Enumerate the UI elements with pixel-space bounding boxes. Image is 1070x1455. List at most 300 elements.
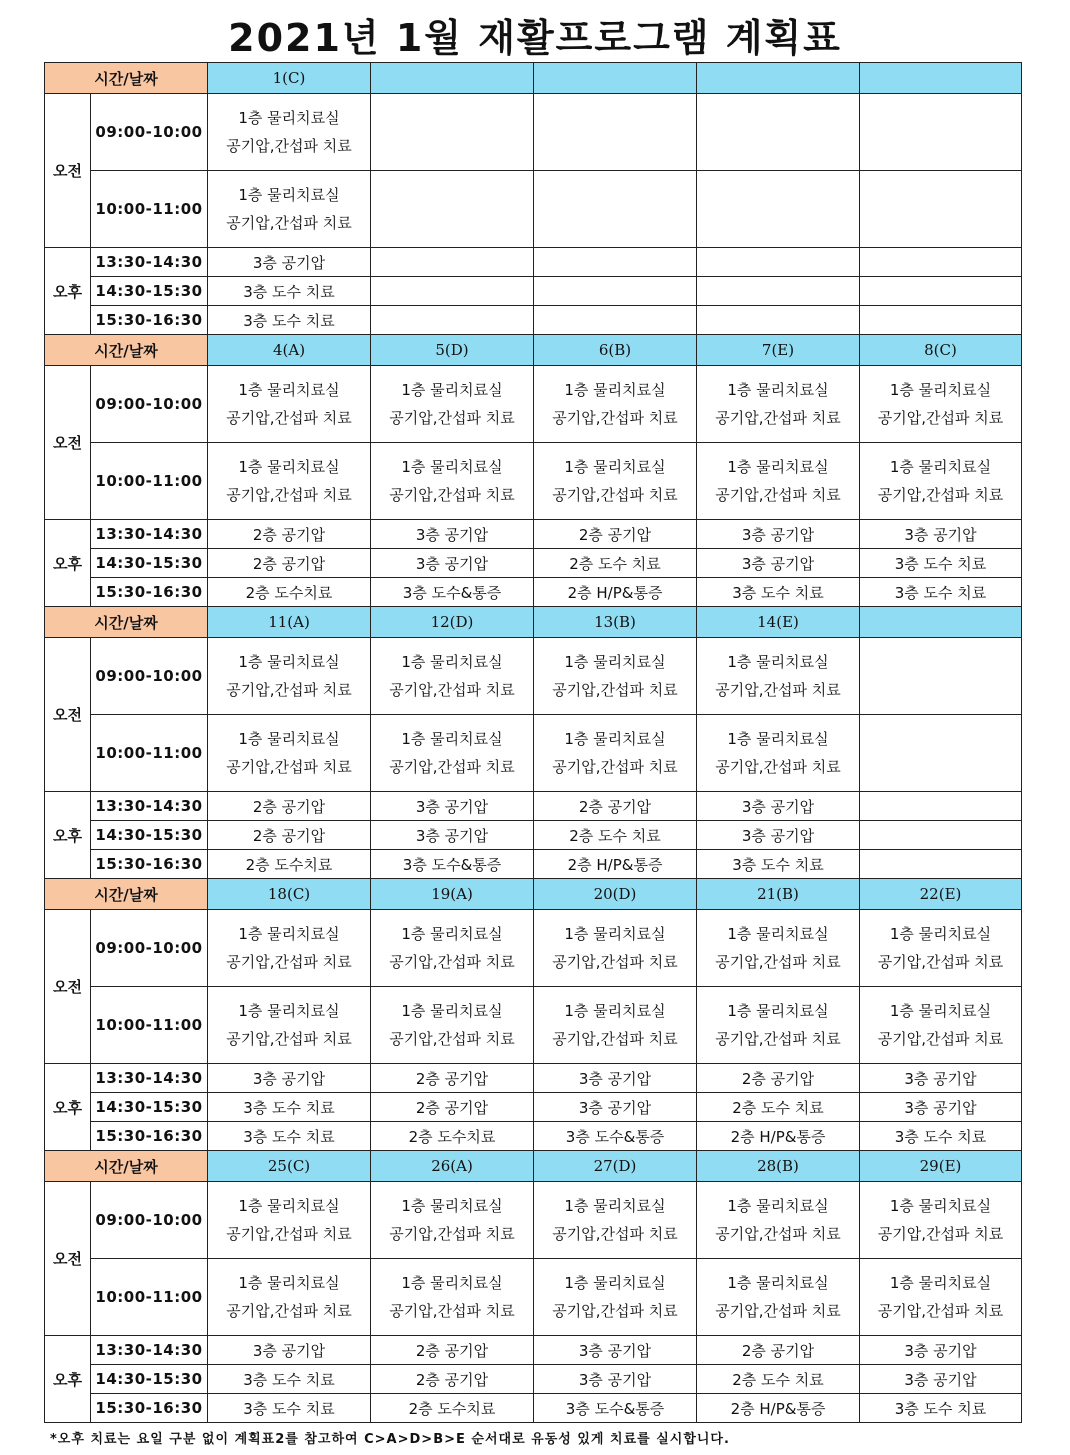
cell-treatment: 공기압,간섭파 치료	[552, 1030, 678, 1048]
schedule-cell	[860, 171, 1022, 248]
schedule-cell	[534, 1182, 697, 1259]
cell-location: 1층 물리치료실	[238, 458, 340, 476]
cell-treatment: 공기압,간섭파 치료	[715, 758, 841, 776]
date-header	[860, 607, 1022, 638]
time-slot: 10:00-11:00	[91, 443, 208, 520]
schedule-cell: 3층 도수 치료	[860, 1122, 1022, 1151]
schedule-cell	[860, 821, 1022, 850]
cell-treatment: 공기압,간섭파 치료	[226, 1225, 352, 1243]
cell-treatment: 공기압,간섭파 치료	[552, 1302, 678, 1320]
schedule-cell: 2층 공기압	[534, 520, 697, 549]
date-header: 18(C)	[208, 879, 371, 910]
cell-location: 1층 물리치료실	[238, 381, 340, 399]
pm-row	[45, 277, 1022, 306]
time-slot: 13:30-14:30	[91, 520, 208, 549]
schedule-cell	[697, 1259, 860, 1336]
date-header: 1(C)	[208, 63, 371, 94]
schedule-cell: 3층 공기압	[534, 1093, 697, 1122]
schedule-cell	[860, 94, 1022, 171]
schedule-cell: 3층 도수 치료	[208, 1365, 371, 1394]
cell-location: 1층 물리치료실	[889, 925, 992, 943]
cell-location: 1층 물리치료실	[564, 1274, 666, 1292]
cell-treatment: 공기압,간섭파 치료	[552, 486, 678, 504]
date-header: 22(E)	[860, 879, 1022, 910]
date-header: 14(E)	[697, 607, 860, 638]
cell-location: 1층 물리치료실	[238, 653, 340, 671]
period-pm-label: 오후	[45, 1064, 91, 1151]
schedule-cell: 3층 공기압	[860, 1093, 1022, 1122]
schedule-cell	[860, 1259, 1022, 1336]
am-row	[45, 443, 1022, 520]
cell-treatment: 공기압,간섭파 치료	[552, 953, 678, 971]
cell-treatment: 공기압,간섭파 치료	[389, 681, 515, 699]
pm-row	[45, 792, 1022, 821]
cell-location: 1층 물리치료실	[564, 381, 666, 399]
schedule-cell	[534, 638, 697, 715]
pm-row	[45, 549, 1022, 578]
schedule-cell	[534, 277, 697, 306]
schedule-cell: 3층 공기압	[697, 520, 860, 549]
date-header: 6(B)	[534, 335, 697, 366]
schedule-cell	[371, 94, 534, 171]
cell-treatment: 공기압,간섭파 치료	[552, 681, 678, 699]
week-header-row	[45, 879, 1022, 910]
cell-treatment: 공기압,간섭파 치료	[389, 1225, 515, 1243]
cell-treatment: 공기압,간섭파 치료	[226, 214, 352, 232]
date-header: 21(B)	[697, 879, 860, 910]
cell-location: 1층 물리치료실	[401, 1274, 503, 1292]
date-header: 20(D)	[534, 879, 697, 910]
week-header-row	[45, 63, 1022, 94]
time-slot: 14:30-15:30	[91, 1365, 208, 1394]
time-slot: 14:30-15:30	[91, 1093, 208, 1122]
schedule-cell	[534, 248, 697, 277]
cell-location: 1층 물리치료실	[889, 381, 992, 399]
cell-location: 1층 물리치료실	[401, 730, 503, 748]
date-header: 26(A)	[371, 1151, 534, 1182]
cell-location: 1층 물리치료실	[564, 1197, 666, 1215]
cell-treatment: 공기압,간섭파 치료	[389, 758, 515, 776]
cell-location: 1층 물리치료실	[889, 1197, 992, 1215]
schedule-cell: 2층 공기압	[371, 1365, 534, 1394]
schedule-cell	[208, 94, 371, 171]
date-header: 8(C)	[860, 335, 1022, 366]
cell-location: 1층 물리치료실	[727, 653, 829, 671]
schedule-cell	[534, 910, 697, 987]
schedule-cell	[860, 443, 1022, 520]
schedule-cell: 3층 도수&통증	[534, 1122, 697, 1151]
cell-location: 1층 물리치료실	[238, 1274, 340, 1292]
date-header	[697, 63, 860, 94]
schedule-cell	[371, 638, 534, 715]
schedule-cell: 2층 H/P&통증	[534, 578, 697, 607]
cell-treatment: 공기압,간섭파 치료	[877, 1302, 1004, 1320]
cell-location: 1층 물리치료실	[889, 1274, 992, 1292]
schedule-cell: 2층 도수치료	[371, 1394, 534, 1423]
schedule-cell: 2층 H/P&통증	[697, 1394, 860, 1423]
schedule-cell: 2층 공기압	[208, 821, 371, 850]
schedule-cell	[208, 443, 371, 520]
schedule-cell: 2층 H/P&통증	[697, 1122, 860, 1151]
time-slot: 10:00-11:00	[91, 987, 208, 1064]
schedule-cell: 3층 도수 치료	[208, 306, 371, 335]
schedule-cell	[371, 277, 534, 306]
schedule-cell	[534, 443, 697, 520]
cell-location: 1층 물리치료실	[401, 653, 503, 671]
period-am-label: 오전	[45, 910, 91, 1064]
date-header: 11(A)	[208, 607, 371, 638]
schedule-cell	[697, 94, 860, 171]
schedule-cell	[371, 248, 534, 277]
schedule-cell	[371, 366, 534, 443]
schedule-cell: 3층 도수&통증	[534, 1394, 697, 1423]
am-row	[45, 987, 1022, 1064]
time-slot: 15:30-16:30	[91, 306, 208, 335]
schedule-cell: 3층 도수 치료	[860, 578, 1022, 607]
schedule-cell: 3층 공기압	[371, 520, 534, 549]
cell-location: 1층 물리치료실	[238, 730, 340, 748]
cell-treatment: 공기압,간섭파 치료	[715, 1225, 841, 1243]
time-slot: 15:30-16:30	[91, 850, 208, 879]
schedule-cell	[371, 443, 534, 520]
schedule-cell: 3층 도수 치료	[208, 1093, 371, 1122]
pm-row	[45, 248, 1022, 277]
cell-location: 1층 물리치료실	[401, 381, 503, 399]
date-header: 12(D)	[371, 607, 534, 638]
cell-treatment: 공기압,간섭파 치료	[715, 409, 841, 427]
schedule-cell	[371, 1259, 534, 1336]
period-pm-label: 오후	[45, 520, 91, 607]
schedule-cell: 3층 도수 치료	[697, 850, 860, 879]
am-row	[45, 171, 1022, 248]
period-pm-label: 오후	[45, 248, 91, 335]
schedule-cell: 3층 공기압	[697, 549, 860, 578]
schedule-cell: 3층 공기압	[860, 1365, 1022, 1394]
time-date-header: 시간/날짜	[45, 607, 208, 638]
time-slot: 13:30-14:30	[91, 1336, 208, 1365]
cell-location: 1층 물리치료실	[889, 1002, 992, 1020]
schedule-cell: 3층 공기압	[860, 520, 1022, 549]
cell-treatment: 공기압,간섭파 치료	[226, 1030, 352, 1048]
date-header: 7(E)	[697, 335, 860, 366]
pm-row	[45, 850, 1022, 879]
period-pm-label: 오후	[45, 792, 91, 879]
schedule-cell: 2층 H/P&통증	[534, 850, 697, 879]
cell-location: 1층 물리치료실	[238, 925, 340, 943]
cell-treatment: 공기압,간섭파 치료	[226, 409, 352, 427]
cell-treatment: 공기압,간섭파 치료	[226, 1302, 352, 1320]
schedule-cell	[534, 1259, 697, 1336]
cell-location: 1층 물리치료실	[727, 458, 829, 476]
date-header: 4(A)	[208, 335, 371, 366]
pm-row	[45, 821, 1022, 850]
schedule-cell	[697, 443, 860, 520]
schedule-cell: 2층 공기압	[371, 1336, 534, 1365]
schedule-cell	[697, 1182, 860, 1259]
date-header: 27(D)	[534, 1151, 697, 1182]
pm-row	[45, 1336, 1022, 1365]
am-row	[45, 1182, 1022, 1259]
schedule-cell: 3층 도수&통증	[371, 850, 534, 879]
cell-treatment: 공기압,간섭파 치료	[389, 1030, 515, 1048]
schedule-cell	[860, 638, 1022, 715]
time-slot: 09:00-10:00	[91, 1182, 208, 1259]
schedule-cell	[534, 306, 697, 335]
schedule-cell	[534, 987, 697, 1064]
period-am-label: 오전	[45, 638, 91, 792]
cell-location: 1층 물리치료실	[401, 458, 503, 476]
cell-treatment: 공기압,간섭파 치료	[877, 409, 1004, 427]
cell-treatment: 공기압,간섭파 치료	[226, 681, 352, 699]
time-slot: 14:30-15:30	[91, 821, 208, 850]
schedule-cell	[534, 715, 697, 792]
cell-location: 1층 물리치료실	[564, 925, 666, 943]
schedule-cell: 2층 도수 치료	[534, 821, 697, 850]
schedule-cell: 3층 공기압	[371, 792, 534, 821]
date-header: 19(A)	[371, 879, 534, 910]
schedule-cell	[208, 910, 371, 987]
time-slot: 13:30-14:30	[91, 792, 208, 821]
schedule-cell	[208, 715, 371, 792]
schedule-cell	[860, 366, 1022, 443]
schedule-cell	[371, 171, 534, 248]
schedule-cell	[534, 94, 697, 171]
schedule-cell: 2층 공기압	[208, 792, 371, 821]
pm-row	[45, 520, 1022, 549]
cell-location: 1층 물리치료실	[889, 458, 992, 476]
schedule-cell: 2층 공기압	[697, 1336, 860, 1365]
pm-row	[45, 1122, 1022, 1151]
schedule-cell	[697, 910, 860, 987]
schedule-cell: 2층 공기압	[534, 792, 697, 821]
pm-row	[45, 578, 1022, 607]
schedule-cell: 3층 도수 치료	[860, 549, 1022, 578]
date-header	[534, 63, 697, 94]
schedule-cell	[860, 850, 1022, 879]
schedule-cell: 2층 공기압	[208, 520, 371, 549]
schedule-cell	[208, 987, 371, 1064]
date-header	[860, 63, 1022, 94]
cell-treatment: 공기압,간섭파 치료	[715, 1030, 841, 1048]
cell-location: 1층 물리치료실	[401, 925, 503, 943]
date-header: 25(C)	[208, 1151, 371, 1182]
schedule-cell	[371, 987, 534, 1064]
cell-treatment: 공기압,간섭파 치료	[552, 1225, 678, 1243]
time-slot: 09:00-10:00	[91, 94, 208, 171]
cell-location: 1층 물리치료실	[727, 1274, 829, 1292]
schedule-cell: 3층 도수 치료	[208, 1122, 371, 1151]
cell-treatment: 공기압,간섭파 치료	[877, 1030, 1004, 1048]
time-slot: 14:30-15:30	[91, 549, 208, 578]
schedule-cell: 3층 공기압	[534, 1064, 697, 1093]
schedule-cell: 3층 공기압	[208, 1336, 371, 1365]
schedule-cell: 3층 공기압	[208, 248, 371, 277]
cell-treatment: 공기압,간섭파 치료	[226, 953, 352, 971]
schedule-cell: 2층 도수치료	[371, 1122, 534, 1151]
cell-treatment: 공기압,간섭파 치료	[715, 486, 841, 504]
cell-treatment: 공기압,간섭파 치료	[715, 681, 841, 699]
schedule-cell	[697, 715, 860, 792]
am-row	[45, 1259, 1022, 1336]
schedule-cell	[697, 366, 860, 443]
cell-location: 1층 물리치료실	[401, 1197, 503, 1215]
week-header-row	[45, 607, 1022, 638]
schedule-cell	[208, 366, 371, 443]
time-slot: 09:00-10:00	[91, 910, 208, 987]
schedule-cell: 3층 도수 치료	[860, 1394, 1022, 1423]
schedule-cell: 3층 공기압	[534, 1365, 697, 1394]
schedule-cell: 3층 도수 치료	[697, 578, 860, 607]
am-row	[45, 638, 1022, 715]
schedule-cell	[534, 171, 697, 248]
schedule-cell: 3층 공기압	[697, 792, 860, 821]
schedule-cell	[860, 277, 1022, 306]
period-pm-label: 오후	[45, 1336, 91, 1423]
cell-location: 1층 물리치료실	[564, 1002, 666, 1020]
time-date-header: 시간/날짜	[45, 1151, 208, 1182]
schedule-cell: 3층 도수&통증	[371, 578, 534, 607]
schedule-table	[44, 62, 1022, 1423]
cell-treatment: 공기압,간섭파 치료	[715, 953, 841, 971]
cell-treatment: 공기압,간섭파 치료	[715, 1302, 841, 1320]
time-slot: 10:00-11:00	[91, 1259, 208, 1336]
pm-row	[45, 1365, 1022, 1394]
schedule-cell: 2층 공기압	[371, 1093, 534, 1122]
week-header-row	[45, 1151, 1022, 1182]
time-slot: 13:30-14:30	[91, 1064, 208, 1093]
cell-treatment: 공기압,간섭파 치료	[389, 953, 515, 971]
time-slot: 15:30-16:30	[91, 1394, 208, 1423]
schedule-cell	[208, 638, 371, 715]
cell-location: 1층 물리치료실	[727, 1197, 829, 1215]
cell-treatment: 공기압,간섭파 치료	[877, 486, 1004, 504]
cell-treatment: 공기압,간섭파 치료	[552, 758, 678, 776]
time-date-header: 시간/날짜	[45, 879, 208, 910]
schedule-cell: 3층 공기압	[860, 1064, 1022, 1093]
schedule-cell	[697, 277, 860, 306]
schedule-cell	[860, 715, 1022, 792]
period-am-label: 오전	[45, 366, 91, 520]
schedule-cell	[697, 248, 860, 277]
time-date-header: 시간/날짜	[45, 63, 208, 94]
time-slot: 10:00-11:00	[91, 171, 208, 248]
cell-treatment: 공기압,간섭파 치료	[226, 137, 352, 155]
am-row	[45, 715, 1022, 792]
cell-location: 1층 물리치료실	[564, 653, 666, 671]
cell-location: 1층 물리치료실	[238, 186, 340, 204]
cell-treatment: 공기압,간섭파 치료	[389, 486, 515, 504]
schedule-cell	[860, 1182, 1022, 1259]
schedule-cell: 3층 공기압	[697, 821, 860, 850]
cell-treatment: 공기압,간섭파 치료	[389, 409, 515, 427]
schedule-cell: 2층 도수 치료	[697, 1365, 860, 1394]
schedule-cell	[860, 248, 1022, 277]
cell-location: 1층 물리치료실	[238, 1002, 340, 1020]
schedule-cell	[371, 1182, 534, 1259]
schedule-cell: 2층 공기압	[208, 549, 371, 578]
schedule-cell	[371, 306, 534, 335]
schedule-cell: 2층 도수치료	[208, 850, 371, 879]
schedule-cell: 3층 도수 치료	[208, 1394, 371, 1423]
schedule-cell	[697, 306, 860, 335]
date-header	[371, 63, 534, 94]
schedule-cell	[860, 910, 1022, 987]
cell-location: 1층 물리치료실	[727, 381, 829, 399]
schedule-cell	[371, 715, 534, 792]
cell-location: 1층 물리치료실	[238, 109, 340, 127]
schedule-cell: 2층 도수 치료	[697, 1093, 860, 1122]
cell-treatment: 공기압,간섭파 치료	[389, 1302, 515, 1320]
cell-location: 1층 물리치료실	[564, 458, 666, 476]
cell-treatment: 공기압,간섭파 치료	[226, 758, 352, 776]
cell-treatment: 공기압,간섭파 치료	[552, 409, 678, 427]
schedule-cell	[860, 306, 1022, 335]
schedule-cell	[697, 171, 860, 248]
schedule-cell	[208, 1182, 371, 1259]
schedule-cell: 3층 공기압	[208, 1064, 371, 1093]
schedule-cell	[860, 987, 1022, 1064]
schedule-cell: 3층 공기압	[860, 1336, 1022, 1365]
time-slot: 10:00-11:00	[91, 715, 208, 792]
schedule-cell	[860, 792, 1022, 821]
time-slot: 09:00-10:00	[91, 366, 208, 443]
schedule-cell	[208, 171, 371, 248]
page-title: 2021년 1월 재활프로그램 계획표	[228, 16, 842, 60]
pm-row	[45, 306, 1022, 335]
am-row	[45, 910, 1022, 987]
schedule-cell: 2층 공기압	[697, 1064, 860, 1093]
am-row	[45, 94, 1022, 171]
cell-location: 1층 물리치료실	[727, 925, 829, 943]
pm-row	[45, 1064, 1022, 1093]
cell-location: 1층 물리치료실	[727, 1002, 829, 1020]
cell-location: 1층 물리치료실	[238, 1197, 340, 1215]
schedule-cell	[208, 1259, 371, 1336]
schedule-cell: 2층 도수치료	[208, 578, 371, 607]
schedule-cell: 3층 도수 치료	[208, 277, 371, 306]
schedule-cell	[371, 910, 534, 987]
time-slot: 14:30-15:30	[91, 277, 208, 306]
date-header: 28(B)	[697, 1151, 860, 1182]
time-slot: 15:30-16:30	[91, 1122, 208, 1151]
cell-treatment: 공기압,간섭파 치료	[877, 953, 1004, 971]
schedule-cell: 2층 도수 치료	[534, 549, 697, 578]
week-header-row	[45, 335, 1022, 366]
pm-row	[45, 1394, 1022, 1423]
schedule-cell: 3층 공기압	[371, 821, 534, 850]
period-am-label: 오전	[45, 1182, 91, 1336]
date-header: 13(B)	[534, 607, 697, 638]
period-am-label: 오전	[45, 94, 91, 248]
cell-location: 1층 물리치료실	[564, 730, 666, 748]
schedule-cell	[697, 638, 860, 715]
pm-row	[45, 1093, 1022, 1122]
cell-location: 1층 물리치료실	[727, 730, 829, 748]
cell-treatment: 공기압,간섭파 치료	[877, 1225, 1004, 1243]
date-header: 5(D)	[371, 335, 534, 366]
time-date-header: 시간/날짜	[45, 335, 208, 366]
cell-location: 1층 물리치료실	[401, 1002, 503, 1020]
cell-treatment: 공기압,간섭파 치료	[226, 486, 352, 504]
time-slot: 13:30-14:30	[91, 248, 208, 277]
schedule-cell: 2층 공기압	[371, 1064, 534, 1093]
footnote: *오후 치료는 요일 구분 없이 계획표2를 참고하여 C>A>D>B>E 순서대로 유동성 있게 치료를 실시합니다.	[50, 1432, 730, 1447]
schedule-cell	[697, 987, 860, 1064]
time-slot: 15:30-16:30	[91, 578, 208, 607]
time-slot: 09:00-10:00	[91, 638, 208, 715]
date-header: 29(E)	[860, 1151, 1022, 1182]
schedule-cell	[534, 366, 697, 443]
